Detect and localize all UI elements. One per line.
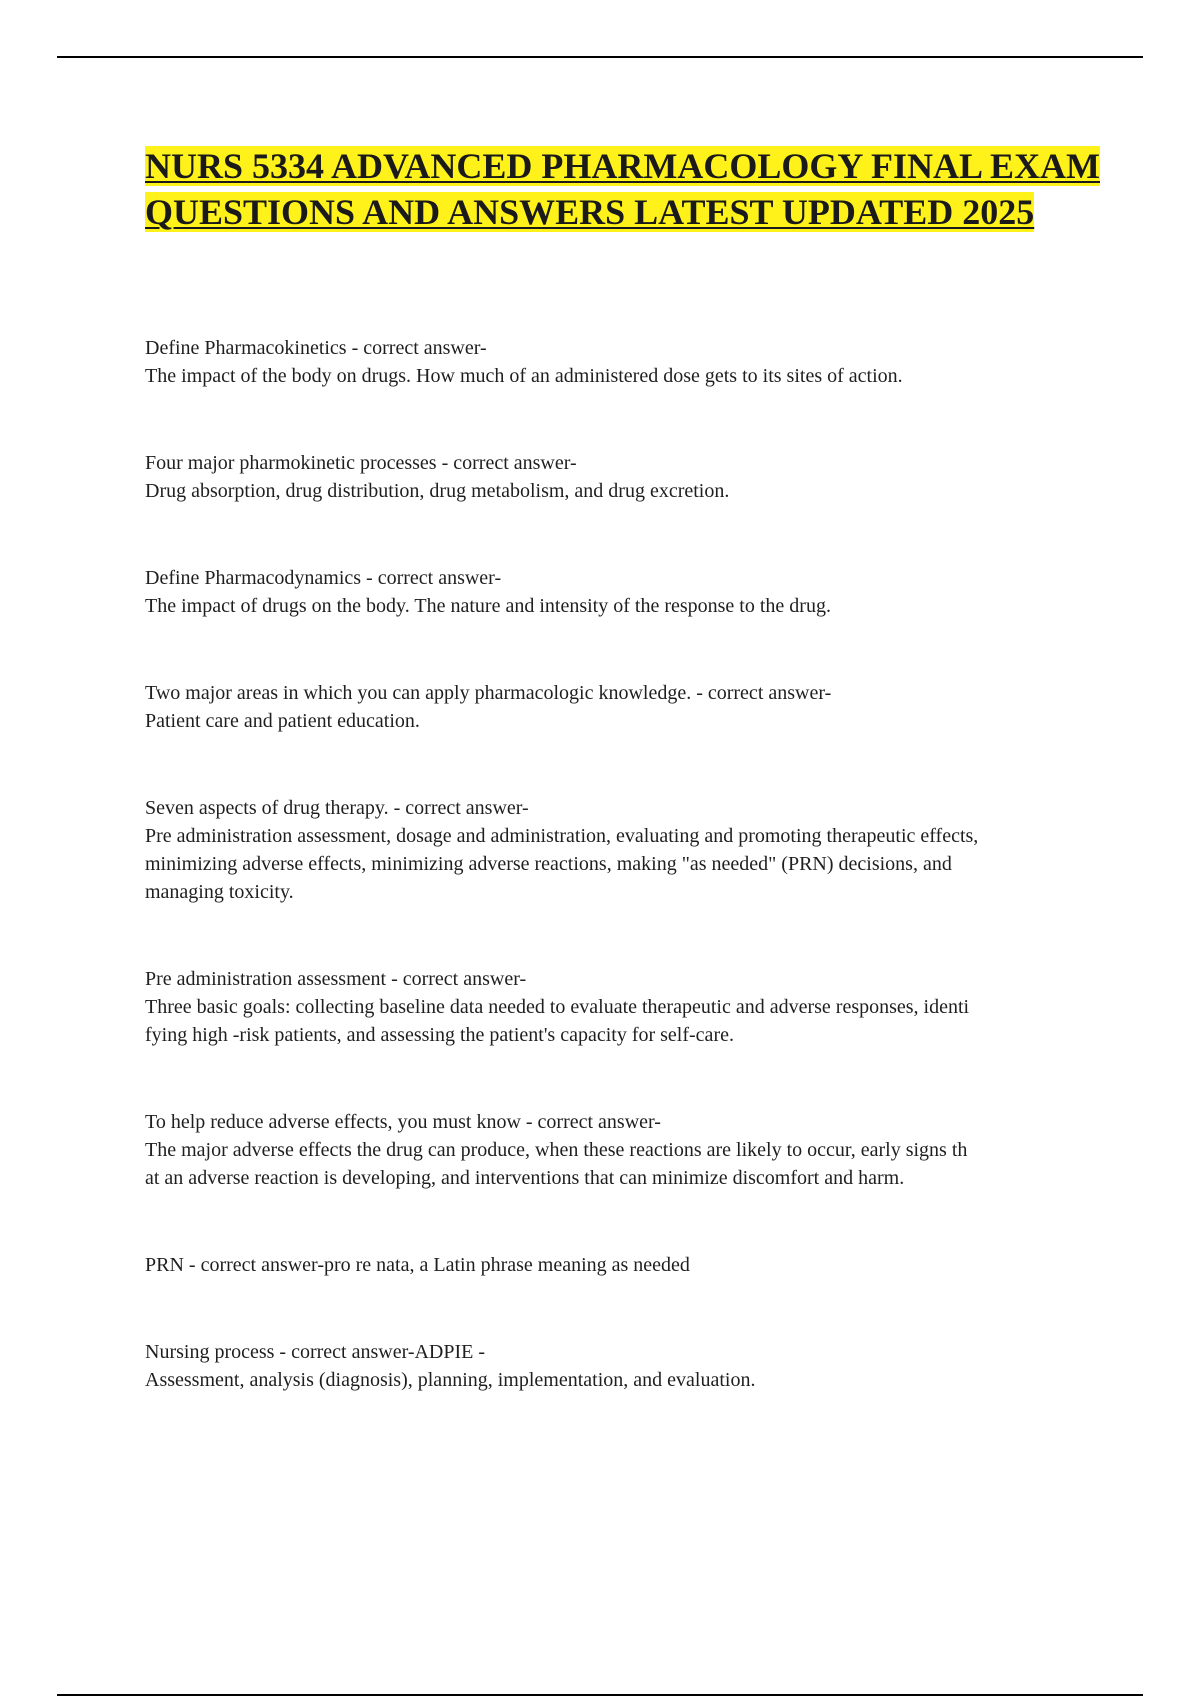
question-text: Seven aspects of drug therapy. - correct answer-	[145, 797, 529, 819]
question-text: Two major areas in which you can apply pharmacologic knowledge. - correct answer-	[145, 682, 832, 704]
question-text: To help reduce adverse effects, you must know - correct answer-	[145, 1111, 661, 1133]
qa-item-9	[145, 1338, 1090, 1394]
qa-item-4	[145, 679, 1090, 735]
answer-text: Patient care and patient education.	[145, 710, 420, 732]
answer-text: The impact of drugs on the body. The nature and intensity of the response to the drug.	[145, 595, 831, 617]
qa-item-5	[145, 794, 1090, 906]
answer-text: Three basic goals: collecting baseline data needed to evaluate therapeutic and adverse responses, identi fying high -risk patients, and assessing the patient's capacity for self-care.	[145, 996, 970, 1046]
question-text: Pre administration assessment - correct answer-	[145, 968, 527, 990]
question-text: Define Pharmacokinetics - correct answer-	[145, 337, 487, 359]
qa-item-6	[145, 965, 1090, 1049]
question-text: PRN - correct answer-pro re nata, a Latin phrase meaning as needed	[145, 1254, 690, 1276]
question-text: Define Pharmacodynamics - correct answer-	[145, 567, 502, 589]
document-title-text: NURS 5334 ADVANCED PHARMACOLOGY FINAL EXAM QUESTIONS AND ANSWERS LATEST UPDATED 2025	[145, 146, 1101, 232]
qa-item-2	[145, 449, 1090, 505]
answer-text: Drug absorption, drug distribution, drug metabolism, and drug excretion.	[145, 480, 730, 502]
top-rule	[57, 56, 1143, 58]
qa-item-3	[145, 564, 1090, 620]
bottom-rule	[57, 1694, 1143, 1696]
answer-text: Pre administration assessment, dosage and administration, evaluating and promoting therapeutic effects, minimizing adverse effects, minimizing adverse reactions, making "as needed" (PRN) decisions, and managing toxicity.	[145, 825, 979, 903]
qa-item-7	[145, 1108, 1090, 1192]
question-text: Nursing process - correct answer-ADPIE -	[145, 1341, 486, 1363]
qa-item-8	[145, 1251, 1090, 1279]
qa-item-1	[145, 334, 1090, 390]
question-text: Four major pharmokinetic processes - correct answer-	[145, 452, 577, 474]
answer-text: The impact of the body on drugs. How much of an administered dose gets to its sites of action.	[145, 365, 903, 387]
document-title	[145, 143, 1105, 235]
answer-text: Assessment, analysis (diagnosis), planning, implementation, and evaluation.	[145, 1369, 756, 1391]
answer-text: The major adverse effects the drug can produce, when these reactions are likely to occur, early signs th at an adverse reaction is developing, and interventions that can minimize discomfort and harm.	[145, 1139, 968, 1189]
